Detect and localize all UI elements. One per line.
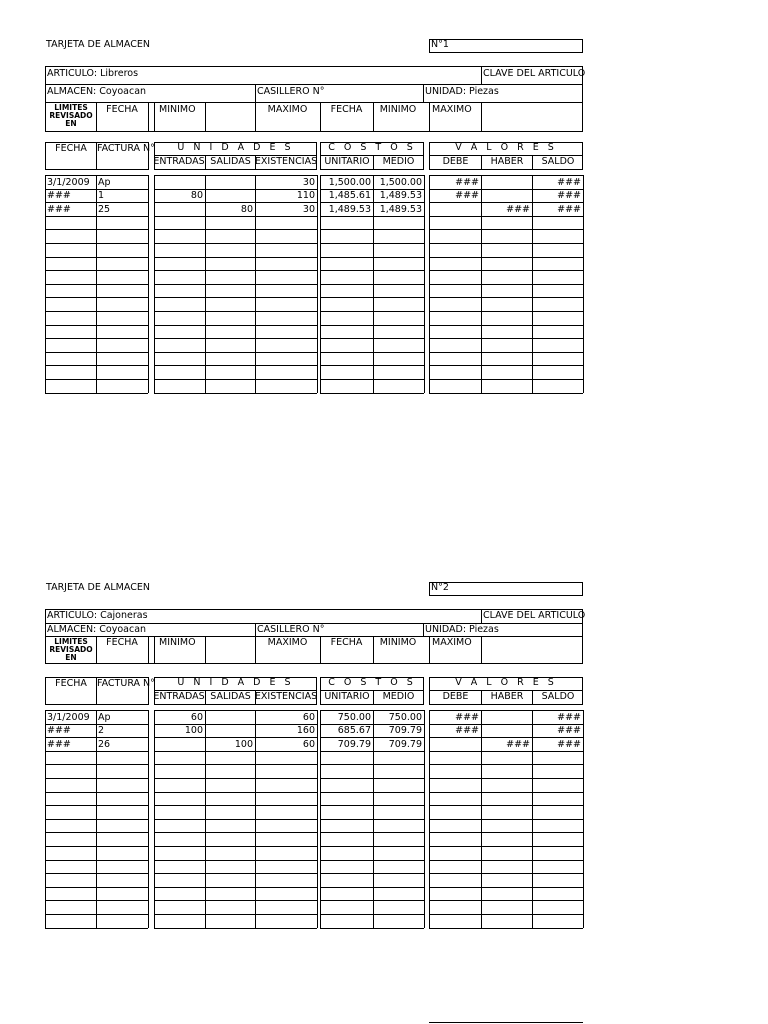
header-medio: MEDIO bbox=[382, 156, 415, 167]
limit-maximo-2: MAXIMO bbox=[432, 637, 472, 648]
header-entradas: ENTRADAS bbox=[153, 156, 205, 167]
cell-debe bbox=[431, 738, 479, 751]
cell-entradas bbox=[156, 176, 203, 189]
cell-fecha: ### bbox=[47, 738, 71, 750]
header-unidades: U N I D A D E S bbox=[177, 142, 294, 153]
limites-revisado: LIMITES REVISADO EN bbox=[49, 637, 93, 662]
cell-saldo: ### bbox=[557, 738, 581, 750]
limit-maximo-2: MAXIMO bbox=[432, 104, 472, 115]
header-costos: C O S T O S bbox=[328, 142, 416, 153]
card-number: N°2 bbox=[431, 582, 449, 593]
articulo-label: ARTICULO: Cajoneras bbox=[47, 610, 148, 621]
cell-fecha: ### bbox=[47, 190, 71, 202]
card-number: N°1 bbox=[431, 39, 449, 50]
cell-haber bbox=[483, 189, 530, 202]
cell-existencias: 30 bbox=[302, 176, 315, 188]
cell-entradas: 80 bbox=[190, 190, 203, 202]
limit-fecha-2: FECHA bbox=[330, 637, 363, 648]
cell-salidas bbox=[207, 724, 253, 737]
cell-factura: 25 bbox=[98, 203, 111, 215]
almacen-label: ALMACEN: Coyoacan bbox=[47, 86, 147, 97]
cell-factura: 2 bbox=[98, 725, 105, 737]
cell-haber bbox=[483, 176, 530, 189]
cell-unitario: 1,485.61 bbox=[328, 190, 371, 202]
header-haber: HABER bbox=[490, 156, 524, 167]
articulo-label: ARTICULO: Libreros bbox=[47, 68, 139, 79]
limit-fecha: FECHA bbox=[106, 104, 138, 115]
cell-debe: ### bbox=[455, 711, 479, 723]
cell-debe: ### bbox=[455, 190, 479, 202]
cell-saldo: ### bbox=[557, 203, 581, 215]
clave-label: CLAVE DEL ARTICULO bbox=[483, 610, 586, 621]
cell-haber bbox=[483, 724, 530, 737]
cell-unitario: 1,500.00 bbox=[328, 176, 371, 188]
unidad-label: UNIDAD: Piezas bbox=[425, 86, 499, 97]
header-unitario: UNITARIO bbox=[324, 156, 370, 167]
cell-entradas: 60 bbox=[190, 711, 203, 723]
almacen-label: ALMACEN: Coyoacan bbox=[47, 624, 147, 635]
header-existencias: EXISTENCIAS bbox=[254, 691, 318, 702]
cell-salidas bbox=[207, 711, 253, 724]
cell-entradas bbox=[156, 738, 203, 751]
cell-unitario: 709.79 bbox=[337, 738, 371, 750]
cell-salidas bbox=[207, 189, 253, 202]
cell-medio: 709.79 bbox=[388, 725, 422, 737]
cell-haber bbox=[483, 711, 530, 724]
cell-haber: ### bbox=[506, 203, 530, 215]
movements-table bbox=[0, 710, 768, 930]
limit-maximo: MAXIMO bbox=[267, 104, 308, 115]
cell-factura: Ap bbox=[98, 711, 111, 723]
cell-existencias: 60 bbox=[302, 738, 315, 750]
casillero-label: CASILLERO N° bbox=[257, 624, 325, 635]
cell-saldo: ### bbox=[557, 176, 581, 188]
cell-existencias: 110 bbox=[296, 190, 315, 202]
cell-unitario: 1,489.53 bbox=[328, 203, 371, 215]
cell-medio: 1,500.00 bbox=[379, 176, 422, 188]
header-existencias: EXISTENCIAS bbox=[254, 156, 318, 167]
cell-medio: 750.00 bbox=[388, 711, 422, 723]
cell-debe bbox=[431, 203, 479, 216]
header-factura: FACTURA N° bbox=[97, 678, 155, 689]
cell-saldo: ### bbox=[557, 725, 581, 737]
header-medio: MEDIO bbox=[382, 691, 415, 702]
cell-medio: 1,489.53 bbox=[379, 203, 422, 215]
cell-medio: 1,489.53 bbox=[379, 190, 422, 202]
cell-debe: ### bbox=[455, 176, 479, 188]
cell-debe: ### bbox=[455, 725, 479, 737]
cell-factura: 1 bbox=[98, 190, 105, 202]
cell-fecha: 3/1/2009 bbox=[47, 711, 90, 723]
cell-entradas: 100 bbox=[184, 725, 203, 737]
cell-unitario: 750.00 bbox=[337, 711, 371, 723]
header-fecha: FECHA bbox=[55, 143, 87, 154]
header-salidas: SALIDAS bbox=[210, 156, 251, 167]
cell-fecha: ### bbox=[47, 725, 71, 737]
cell-factura: 26 bbox=[98, 738, 111, 750]
cell-salidas: 100 bbox=[234, 738, 253, 750]
cell-saldo: ### bbox=[557, 190, 581, 202]
header-valores: V A L O R E S bbox=[455, 142, 557, 153]
header-salidas: SALIDAS bbox=[210, 691, 251, 702]
movements-table bbox=[0, 175, 768, 395]
header-unitario: UNITARIO bbox=[324, 691, 370, 702]
header-unidades: U N I D A D E S bbox=[177, 677, 294, 688]
cell-existencias: 160 bbox=[296, 725, 315, 737]
header-valores: V A L O R E S bbox=[455, 677, 557, 688]
card-title: TARJETA DE ALMACEN bbox=[46, 582, 150, 593]
cell-existencias: 30 bbox=[302, 203, 315, 215]
limit-minimo: MINIMO bbox=[159, 104, 196, 115]
cell-fecha: 3/1/2009 bbox=[47, 176, 90, 188]
cell-haber: ### bbox=[506, 738, 530, 750]
cell-salidas: 80 bbox=[240, 203, 253, 215]
limites-revisado: LIMITES REVISADO EN bbox=[49, 103, 93, 128]
limit-fecha: FECHA bbox=[106, 637, 138, 648]
header-fecha: FECHA bbox=[55, 678, 87, 689]
header-haber: HABER bbox=[490, 691, 524, 702]
limit-fecha-2: FECHA bbox=[330, 104, 363, 115]
unidad-label: UNIDAD: Piezas bbox=[425, 624, 499, 635]
cell-saldo: ### bbox=[557, 711, 581, 723]
header-entradas: ENTRADAS bbox=[153, 691, 205, 702]
card-title: TARJETA DE ALMACEN bbox=[46, 39, 150, 50]
cell-unitario: 685.67 bbox=[337, 725, 371, 737]
cell-salidas bbox=[207, 176, 253, 189]
bottom-divider bbox=[429, 1022, 583, 1023]
cell-medio: 709.79 bbox=[388, 738, 422, 750]
casillero-label: CASILLERO N° bbox=[257, 86, 325, 97]
limit-minimo-2: MINIMO bbox=[379, 104, 417, 115]
cell-entradas bbox=[156, 203, 203, 216]
clave-label: CLAVE DEL ARTICULO bbox=[483, 68, 586, 79]
header-saldo: SALDO bbox=[541, 691, 575, 702]
header-factura: FACTURA N° bbox=[97, 143, 155, 154]
header-debe: DEBE bbox=[442, 691, 469, 702]
limit-maximo: MAXIMO bbox=[267, 637, 308, 648]
cell-factura: Ap bbox=[98, 176, 111, 188]
limit-minimo: MINIMO bbox=[159, 637, 196, 648]
header-debe: DEBE bbox=[442, 156, 469, 167]
cell-existencias: 60 bbox=[302, 711, 315, 723]
header-costos: C O S T O S bbox=[328, 677, 416, 688]
cell-fecha: ### bbox=[47, 203, 71, 215]
limit-minimo-2: MINIMO bbox=[379, 637, 417, 648]
header-saldo: SALDO bbox=[541, 156, 575, 167]
